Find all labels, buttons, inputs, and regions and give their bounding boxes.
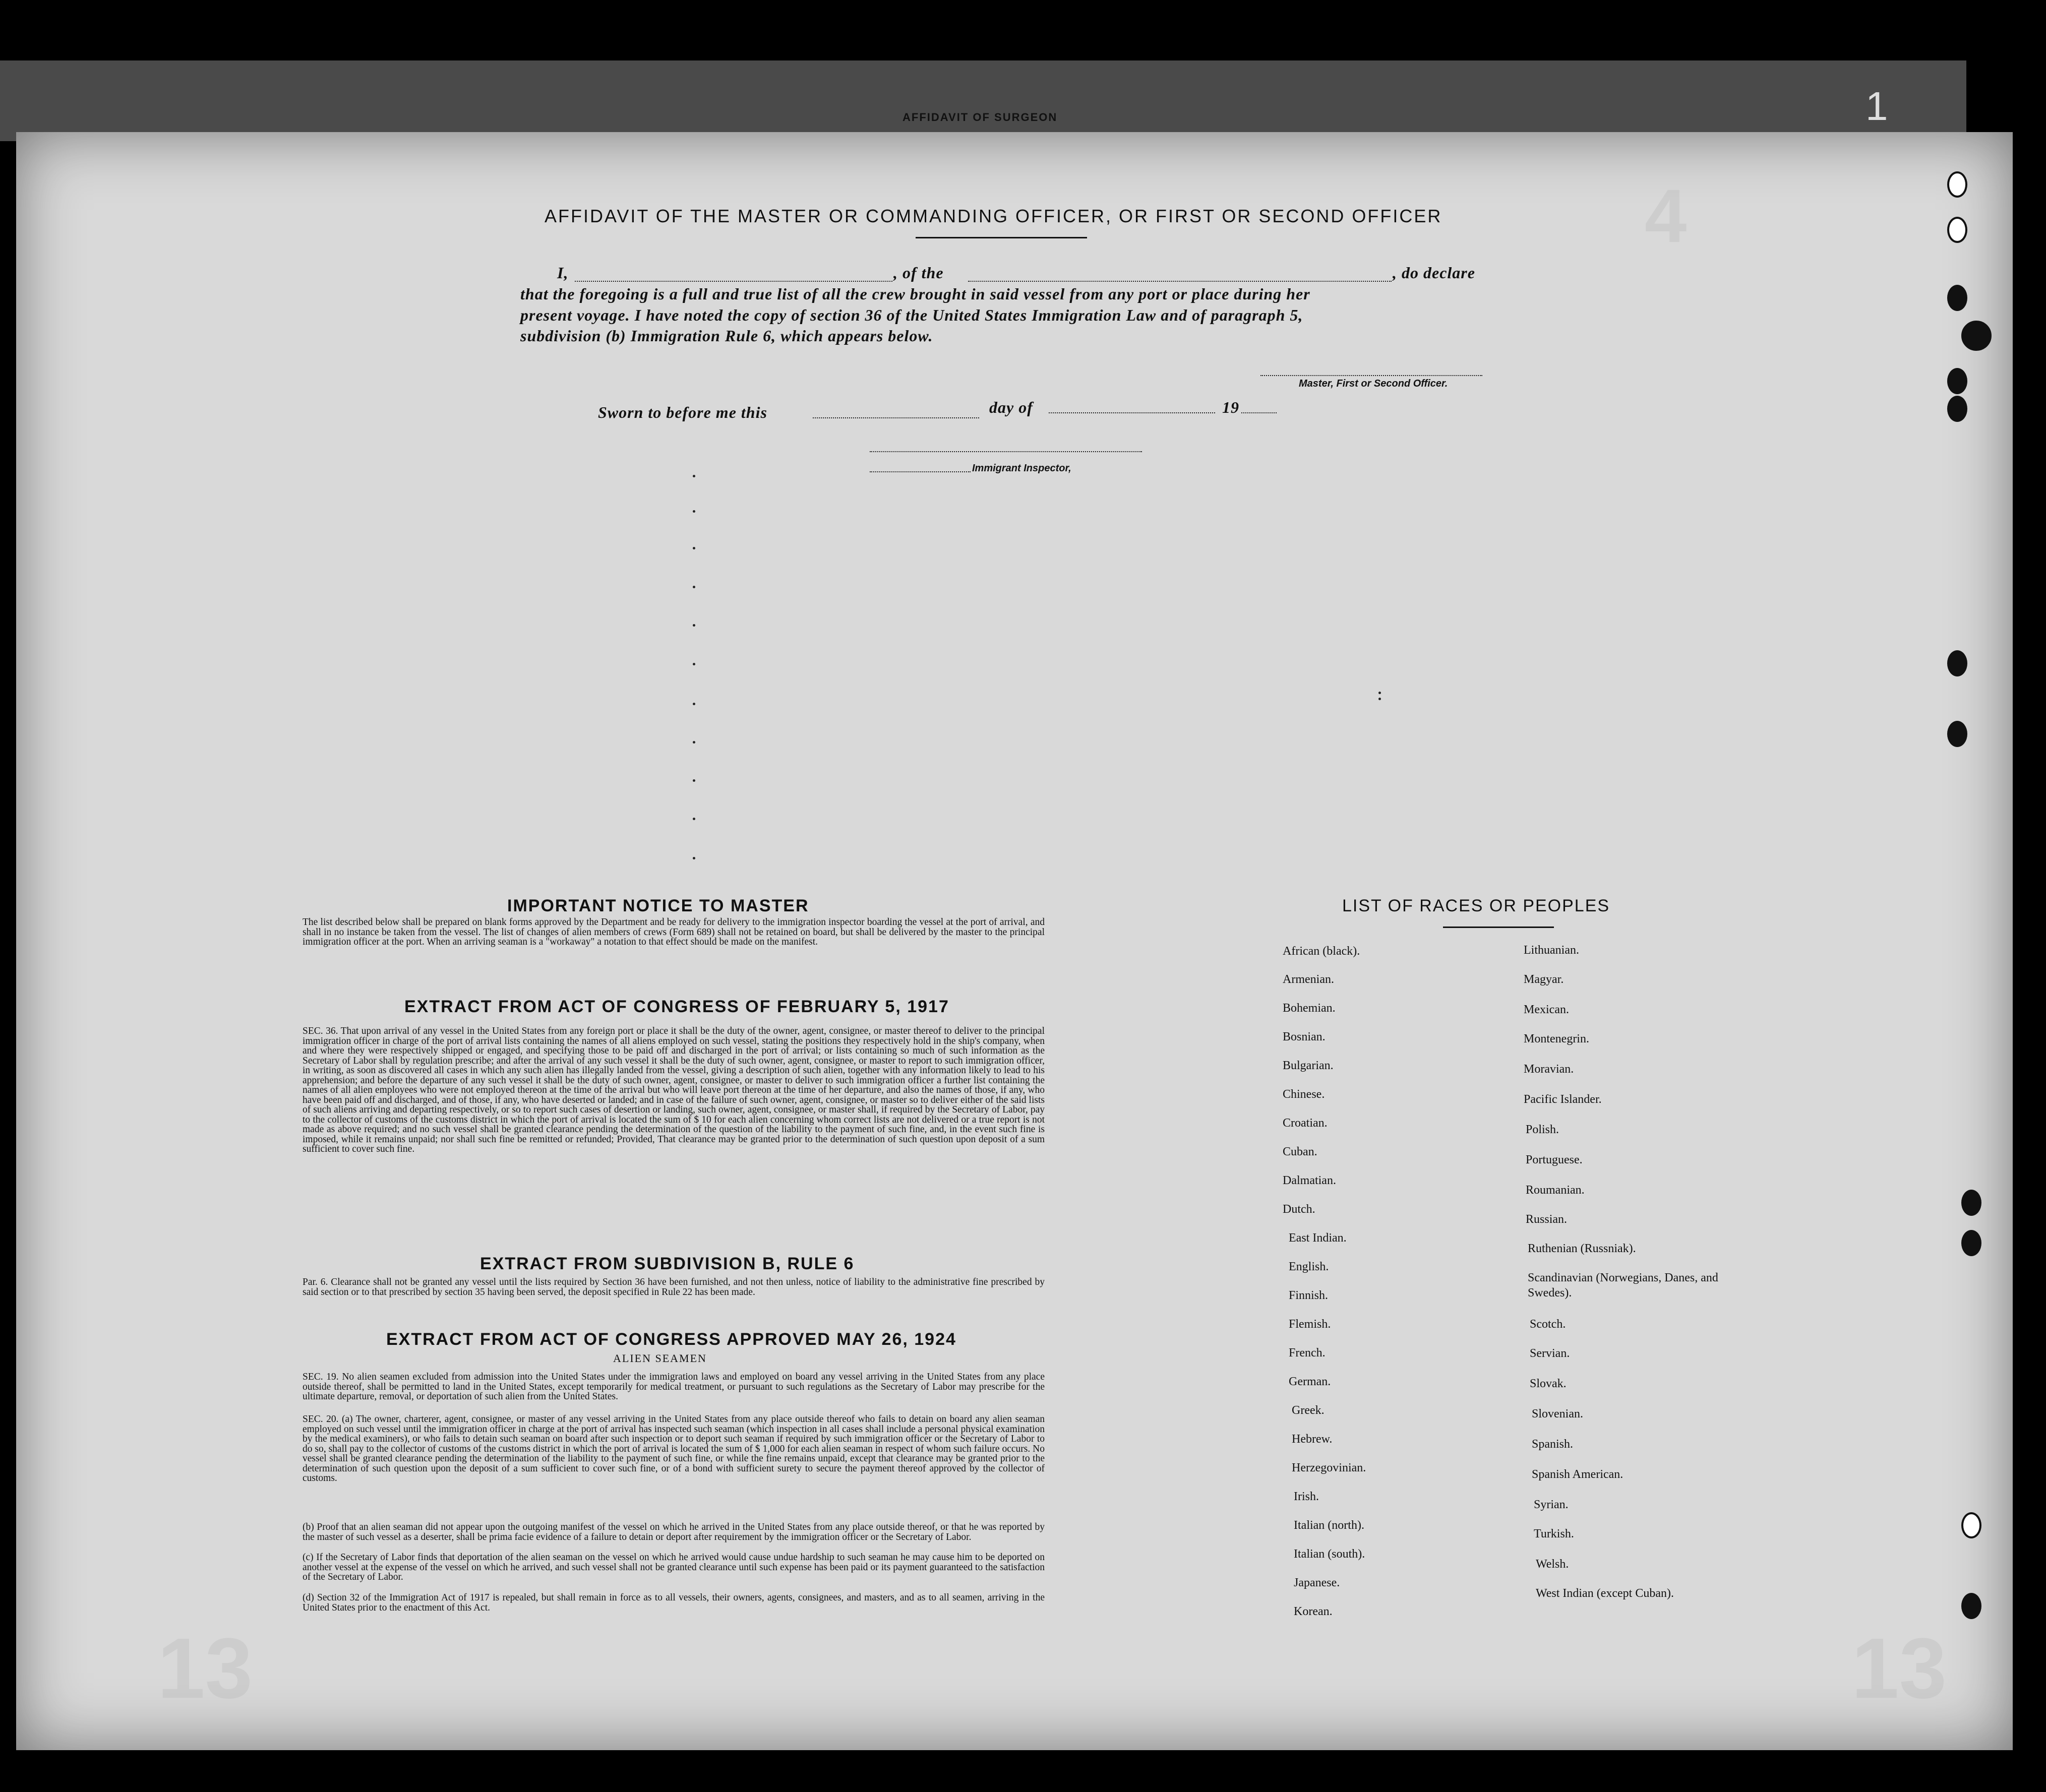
signature-blank[interactable] [1260, 375, 1482, 376]
stray-mark [693, 703, 695, 705]
stray-mark [693, 624, 695, 627]
extract-1924-subtitle: ALIEN SEAMEN [613, 1352, 707, 1365]
extract-1924-title: EXTRACT FROM ACT OF CONGRESS APPROVED MAY 26, 1924 [386, 1330, 956, 1349]
races-title: LIST OF RACES OR PEOPLES [1342, 896, 1610, 915]
para-b-body: (b) Proof that an alien seaman did not appear upon the outgoing manifest of the vessel on which he arrived in the United States from any place outside thereof, or that he was reported by the master of such vessel as a deserter, shall be prima facie evidence of a failure to detain or deport after requirement by the immigration officer or the Secretary of Labor. [303, 1522, 1045, 1542]
race-item: Bulgarian. [1283, 1059, 1334, 1072]
race-item: Slovenian. [1532, 1407, 1583, 1420]
race-item: East Indian. [1289, 1231, 1347, 1245]
race-item: Scandinavian (Norwegians, Danes, and Swedes). [1528, 1271, 1718, 1300]
race-item: Dutch. [1283, 1203, 1315, 1216]
title-underline [916, 237, 1087, 238]
stray-mark [693, 857, 695, 859]
race-item: Spanish American. [1532, 1468, 1623, 1481]
race-item: Montenegrin. [1524, 1032, 1589, 1045]
affidavit-line-2: that the foregoing is a full and true list of all the crew brought in said vessel from any port or place during her [520, 285, 1310, 303]
punch-hole [1947, 368, 1967, 394]
punch-hole [1947, 396, 1967, 422]
name-blank[interactable] [575, 281, 892, 282]
race-item: Bohemian. [1283, 1002, 1336, 1015]
race-item: Welsh. [1536, 1558, 1569, 1571]
signature-caption: Master, First or Second Officer. [1299, 378, 1448, 389]
race-item: Turkish. [1534, 1527, 1574, 1540]
affidavit-i-label: I, [557, 264, 569, 282]
race-item: Magyar. [1524, 973, 1564, 986]
punch-hole [1947, 721, 1967, 747]
vessel-blank[interactable] [968, 281, 1392, 282]
inspector-signature-blank-2[interactable] [870, 471, 971, 472]
race-item: Irish. [1294, 1490, 1319, 1503]
stray-mark [693, 510, 695, 513]
race-item: Herzegovinian. [1292, 1461, 1366, 1474]
race-item: Greek. [1292, 1404, 1325, 1417]
race-item: Armenian. [1283, 973, 1334, 986]
stray-mark [1378, 692, 1381, 694]
race-item: Polish. [1526, 1123, 1559, 1136]
race-item: Hebrew. [1292, 1433, 1333, 1446]
races-title-underline [1443, 926, 1554, 928]
affidavit-line-4: subdivision (b) Immigration Rule 6, which appears below. [520, 327, 933, 345]
notice-body: The list described below shall be prepared on blank forms approved by the Department and be ready for delivery to the immigration inspector boarding the vessel at the port of arrival, and shall in no instance be taken from the vessel. The list of changes of alien members of crews (Form 689) shall not be retained on board, but shall be delivered by the master to the principal immigration officer at the port. When an arriving seaman is a "workaway" a notation to that effect should be made on the manifest. [303, 917, 1045, 947]
race-item: Dalmatian. [1283, 1174, 1336, 1187]
race-item: Korean. [1294, 1605, 1333, 1618]
affidavit-title: AFFIDAVIT OF THE MASTER OR COMMANDING OFFICER, OR FIRST OR SECOND OFFICER [545, 206, 1442, 226]
punch-hole [1947, 171, 1967, 198]
punch-hole [1961, 1190, 1981, 1216]
extract-1917-title: EXTRACT FROM ACT OF CONGRESS OF FEBRUARY 5, 1917 [404, 997, 949, 1016]
punch-hole [1961, 1593, 1981, 1619]
race-item: Cuban. [1283, 1145, 1317, 1158]
stray-mark [693, 663, 695, 665]
race-item: Ruthenian (Russniak). [1528, 1242, 1636, 1255]
day-of-label: day of [989, 398, 1033, 416]
punch-hole [1947, 650, 1967, 676]
subdivision-body: Par. 6. Clearance shall not be granted any vessel until the lists required by Section 36 have been furnished, and not then unless, notice of liability to the administrative fine prescribed by said section or to that prescribed by section 35 having been served, the deposit specified in Rule 22 has been made. [303, 1277, 1045, 1297]
race-item: French. [1289, 1346, 1326, 1360]
punch-hole [1961, 1230, 1981, 1256]
inspector-signature-blank[interactable] [870, 451, 1142, 452]
extract-1917-body: SEC. 36. That upon arrival of any vessel in the United States from any foreign port or place it shall be the duty of the owner, agent, consignee, or master thereof to deliver to the principal immigration officer in charge of the port of arrival lists containing the names of all aliens employed on such vessel, stating the positions they respectively hold in the ship's company, when and where they were respectively shipped or engaged, and specifying those to be paid off and discharged in the port of arrival; or lists containing so much of such information as the Secretary of Labor shall by regulation prescribe; and after the arrival of any such vessel it shall be the duty of such owner, agent, consignee, or master to report to such immigration officer, in writing, as soon as discovered all cases in which any such alien has illegally landed from the vessel, giving a description of such alien, together with any information likely to lead to his apprehension; and before the departure of any such vessel it shall be the duty of such owner, agent, consignee, or master to deliver to such immigration officer a further list containing the names of all alien employees who were not employed thereon at the time of the arrival but who will leave port thereon at the time of her departure, and also the names of those, if any, who have been paid off and discharged, and of those, if any, who have deserted or landed; and in case of the failure of such owner, agent, consignee, or master so to deliver either of the said lists of such aliens arriving and departing respectively, or so to report such cases of desertion or landing, such owner, agent, consignee, or master shall, if required by the Secretary of Labor, pay to the collector of customs of the customs district in which the port of arrival is located the sum of $ 10 for each alien concerning whom correct lists are not delivered or a true report is not made as above required; and no such vessel shall be granted clearance pending the determination of the question of the liability to the payment of such fine, and, in the event such fine is imposed, while it remains unpaid; nor shall such fine be remitted or refunded; Provided, That clearance may be granted prior to the determination of such question upon deposit of a sum sufficient to cover such fine. [303, 1026, 1045, 1154]
affidavit-declare-label: , do declare [1393, 264, 1475, 282]
race-item: Italian (south). [1294, 1548, 1365, 1561]
race-item: Spanish. [1532, 1438, 1574, 1451]
sec-19-body: SEC. 19. No alien seamen excluded from admission into the United States under the immigration laws and employed on board any vessel arriving in the United States from any place outside thereof, shall be permitted to land in the United States, except temporarily for medical treatment, or pursuant to such regulations as the Secretary of Labor may prescribe for the ultimate departure, removal, or deportation of such alien from the United States. [303, 1372, 1045, 1402]
race-item: Finnish. [1289, 1289, 1329, 1302]
subdivision-title: EXTRACT FROM SUBDIVISION B, RULE 6 [480, 1254, 855, 1273]
race-item: Lithuanian. [1524, 944, 1579, 957]
sworn-day-blank[interactable] [813, 417, 979, 418]
race-item: Moravian. [1524, 1063, 1574, 1076]
stray-mark [693, 741, 695, 744]
race-item: German. [1289, 1375, 1331, 1388]
affidavit-line-3: present voyage. I have noted the copy of section 36 of the United States Immigration Law and of paragraph 5, [520, 306, 1303, 324]
back-sheet-title: AFFIDAVIT OF SURGEON [902, 111, 1058, 123]
stray-mark [1378, 698, 1381, 700]
race-item: Italian (north). [1294, 1519, 1364, 1532]
race-item: African (black). [1283, 945, 1360, 958]
race-item: Roumanian. [1526, 1184, 1585, 1197]
race-item: Slovak. [1530, 1377, 1567, 1390]
back-sheet [0, 60, 1966, 141]
race-item: Flemish. [1289, 1318, 1331, 1331]
race-item: Chinese. [1283, 1088, 1325, 1101]
sec-20-body: SEC. 20. (a) The owner, charterer, agent, consignee, or master of any vessel arriving in the United States from any place outside thereof who fails to detain on board any alien seaman employed on such vessel until the immigration officer in charge at the port of arrival has inspected such seaman (which inspection in all cases shall include a personal physical examination by the medical examiners), or who fails to detain such seaman on board after such inspection or to deport such seaman if required by such immigration officer or the Secretary of Labor to do so, shall pay to the collector of customs of the customs district in which the port of arrival is located the sum of $ 1,000 for each alien seaman in respect of whom such failure occurs. No vessel shall be granted clearance pending the determination of the liability to the payment of such fine, or while the fine remains unpaid, except that clearance may be granted prior to the determination of such question upon the deposit of a sum sufficient to cover such fine, or of a bond with sufficient surety to secure the payment thereof approved by the collector of customs. [303, 1414, 1045, 1484]
stray-mark [693, 586, 695, 588]
race-item: Syrian. [1534, 1498, 1569, 1511]
stray-mark [693, 547, 695, 549]
stray-mark [693, 779, 695, 782]
race-item: Servian. [1530, 1347, 1570, 1360]
race-item: Scotch. [1530, 1318, 1566, 1331]
stray-mark [693, 475, 695, 477]
affidavit-of-the-label: , of the [893, 264, 944, 282]
race-item: Croatian. [1283, 1117, 1328, 1130]
back-sheet-mark: 1 [1866, 84, 1888, 129]
year-label: 19 [1222, 398, 1239, 416]
race-item: Russian. [1526, 1213, 1568, 1226]
bleed-through-marking: 13 [157, 1621, 253, 1716]
race-item: Portuguese. [1526, 1153, 1583, 1166]
para-d-body: (d) Section 32 of the Immigration Act of 1917 is repealed, but shall remain in force as to all vessels, their owners, agents, consignees, and masters, and as to all seamen, arriving in the United States prior to the enactment of this Act. [303, 1593, 1045, 1613]
race-item: Bosnian. [1283, 1030, 1326, 1043]
race-item: English. [1289, 1260, 1329, 1273]
notice-title: IMPORTANT NOTICE TO MASTER [507, 896, 809, 915]
punch-hole [1947, 217, 1967, 243]
year-blank[interactable] [1241, 412, 1277, 413]
sworn-label: Sworn to before me this [598, 403, 767, 421]
punch-hole [1947, 285, 1967, 311]
race-item: Mexican. [1524, 1003, 1569, 1016]
race-item: West Indian (except Cuban). [1536, 1587, 1674, 1600]
race-item: Japanese. [1294, 1576, 1340, 1589]
inspector-caption: Immigrant Inspector, [972, 463, 1071, 474]
bleed-through-marking: 4 [1645, 173, 1687, 258]
stray-mark [693, 818, 695, 820]
punch-hole [1961, 321, 1992, 351]
month-blank[interactable] [1049, 412, 1215, 413]
para-c-body: (c) If the Secretary of Labor finds that deportation of the alien seaman on the vessel on which he arrived would cause undue hardship to such seaman he may cause him to be deported on another vessel at the expense of the vessel on which he arrived, and such vessel shall not be granted clearance until such expense has been paid or its payment guaranteed to the satisfaction of the Secretary of Labor. [303, 1553, 1045, 1582]
race-item: Pacific Islander. [1524, 1093, 1602, 1106]
bleed-through-marking: 13 [1851, 1621, 1947, 1716]
punch-hole [1961, 1512, 1981, 1538]
